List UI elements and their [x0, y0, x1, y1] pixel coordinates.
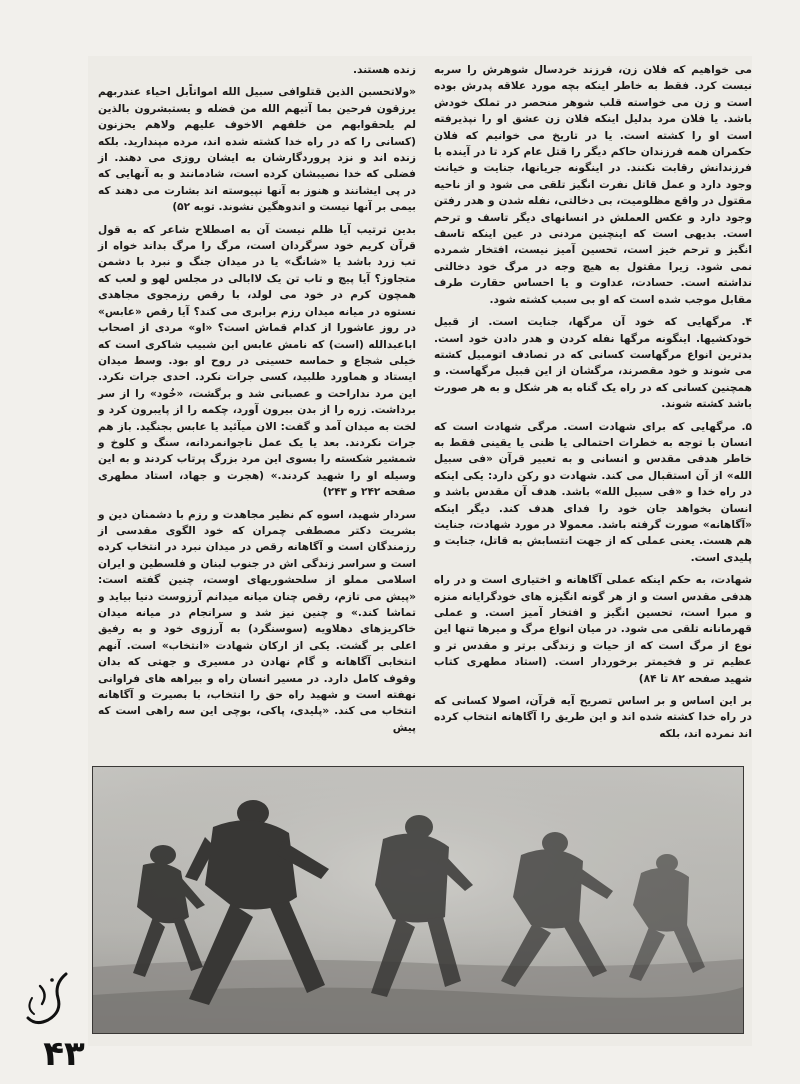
paragraph: بدین ترتیب آیا ظلم نیست آن به اصطلاح شاعر که به قول قرآن کریم خود سرگردان است، مرگ را مرگ بداند خواه از تب زرد باشد یا «شانگ» یا در میدان جنگ و نبرد با دشمن متجاوز؟ آیا پیچ و تاب تن یک لاابالی در مجلس لهو و لعب که همچون کرم در خود می لولد، با رقص رزمجوی مجاهدی نستوه در میانه میدان رزم برابری می کند؟ آیا رقص «عابس» در روز عاشورا از کدام قماش است؟ «او» مردی از اصحاب اباعبدالله (است) که نامش عابس ابن شبیب شاکری است که خیلی شجاع و حماسه حسینی در روح او بود. وسط میدان ایستاد و هماورد طلبید، کسی جرات نکرد. احدی جرات نکرد. این مرد نداراحت و عصبانی شد و برگشت، «خُود» را از سر برداشت. زره را از بدن بیرون آورد، چکمه را از پایبرون کرد و لخت به میدان آمد و گفت: الان میآئید یا عابس بجنگید. باز هم جرات نکردند. بعد یا یک عمل ناجوانمردانه، سنگ و کلوخ و شمشیر شکسته را بسوی این مرد بزرگ پرتاب کردند و به این وسیله او را شهید کردند.» (هجرت و جهاد، استاد مطهری صفحه ۲۴۲ و ۲۴۳) [98, 223, 416, 499]
paragraph: ۵. مرگهایی که برای شهادت است. مرگی شهادت است که انسان با توجه به خطرات احتمالی یا ظنی یا یقینی فقط به خاطر هدفی مقدس و انسانی و به تعبیر قرآن «فی سبیل الله» از آن استقبال می کند. شهادت دو رکن دارد: یکی اینکه در راه خدا و «فی سبیل الله» باشد. هدف آن مقدس باشد و انسان بخواهد جان خود را فدای هدف کند. دیگر اینکه «آگاهانه» صورت گرفته باشد. معمولا در مورد شهادت، جنایت هم هست. یعنی عملی که از جهت انتسابش به قاتل، جنایت و پلیدی است. [434, 420, 752, 564]
paragraph: می خواهیم که فلان زن، فرزند خردسال شوهرش را سربه نیست کرد. فقط به خاطر اینکه بچه مورد علاقه پدرش بوده است و زن می خواسته قلب شوهر منحصر در تملک خودش باشد. یا فلان مرد بدلیل اینکه فلان زن عشق او را نپذیرفته است او را کشته است. یا در تاریخ می خوانیم که فلان حکمران همه فرزندان حاکم دیگر را قتل عام کرد تا در آینده با فرزندانش رقابت نکنند. در اینگونه جریانها، جنایت و خیانت وجود دارد و عمل قاتل نفرت انگیز تلقی می شود و از ناحیه مقتول در واقع مظلومیت، بی دخالتی، نفله شدن و هدر رفتن وجود دارد و عکس العملش در انسانهای دیگر تاسف و ترحم است. بدیهی است که اینچنین مردنی در عین اینکه تاسف انگیز و ترحم خیز است، تحسین آمیز نیست، افتخار شمرده نمی شود. زیرا مقتول به هیچ وجه در مرگ خود دخالتی نداشته است. حسادت، عداوت و یا احساس حقارت طرف مقابل موجب شده است که او بی سبب کشته شود. [434, 64, 752, 306]
text-column-left [98, 62, 416, 742]
paragraph: سردار شهید، اسوه کم نظیر مجاهدت و رزم با دشمنان دین و بشریت دکتر مصطفی چمران که خود الگوی مقدسی از رزمندگان است و آگاهانه رقص در میدان نبرد در انتخاب کرده است و سراسر زندگی اش در جنوب لبنان و فلسطین و ایران اسلامی مملو از سلحشوریهای اوست، چنین گفته است: «پیش می تازم، رقص چنان میانه میدانم آرزوست دنیا بیاید و تماشا کند.» و چنین نیز شد و سرانجام در میانه میدان خاکریزهای دهلاویه (سوسنگرد) به آرزوی خود و به رفیق اعلی بر گشت. یکی از ارکان شهادت «انتخاب» است. آنهم انتخابی آگاهانه و گام نهادن در مسیری و جهتی که بدان وقوف کامل دارد. در مسیر انسان راه و بیراهه های فراوانی نهفته است و شهید راه حق را انتخاب، با بصیرت و آگاهانه انتخاب می کند. «پلیدی، پاکی، بوچی این سه راهی است که پیش [98, 508, 416, 734]
page-number: ۴۳ [43, 1034, 85, 1074]
magazine-logo [18, 968, 78, 1032]
paragraph: بر این اساس و بر اساس تصریح آیه قرآن، اصولا کسانی که در راه خدا کشته شده اند و این طریق را آگاهانه انتخاب کرده اند نمرده اند، بلکه [434, 695, 752, 740]
paragraph: شهادت، به حکم اینکه عملی آگاهانه و اختیاری است و در راه هدفی مقدس است و از هر گونه انگیزه های خودگرایانه منزه و مبرا است، تحسین انگیز و افتخار آمیز است. و عملی قهرمانانه تلقی می شود. در میان انواع مرگ و میرها تنها این نوع از مرگ است که از حیات و زندگی برتر و مقدس تر و عظیم تر و فخیمتر برخوردار است. (استاد مطهری کتاب شهید صفحه ۸۲ تا ۸۴) [434, 574, 752, 685]
paragraph: زنده هستند. [352, 64, 416, 76]
paragraph: «ولاتحسبن الذین قتلوافی سبیل الله امواتاًبل احیاء عندربهم یرزقون فرحین بما آتیهم الله من فضله و یستبشرون بالذین لم یلحقوابهم من خلفهم الاخوف علیهم ولاهم یحزنون (کسانی را که در راه خدا کشته شده اند، مرده مپندارید. بلکه زنده اند و نزد پروردگارشان به ایشان روزی می دهند. از فضلی که خدا نصیبشان کرده است، شادمانند و به آنهایی که در پی ایشانند و هنوز به آنها نپیوسته اند بشارت می دهند که بیمی بر آنها نیست و اندوهگین نشوند. توبه ۵۲) [98, 86, 416, 214]
text-column-right [434, 62, 752, 748]
paragraph: ۴. مرگهایی که خود آن مرگها، جنایت است. از قبیل خودکشیها. اینگونه مرگها نفله کردن و هدر دادن خود است. بدترین انواع مرگهاست کسانی که در تصادف اتومبیل کشته می شوند و خود مقصرند، مرگشان از این قبیل مرگهاست. و همچنین کسانی که در راه یک گناه به هر شکل و به هر صورت باشد کشته شوند. [434, 316, 752, 411]
soldiers-in-fog-photo [92, 766, 744, 1034]
